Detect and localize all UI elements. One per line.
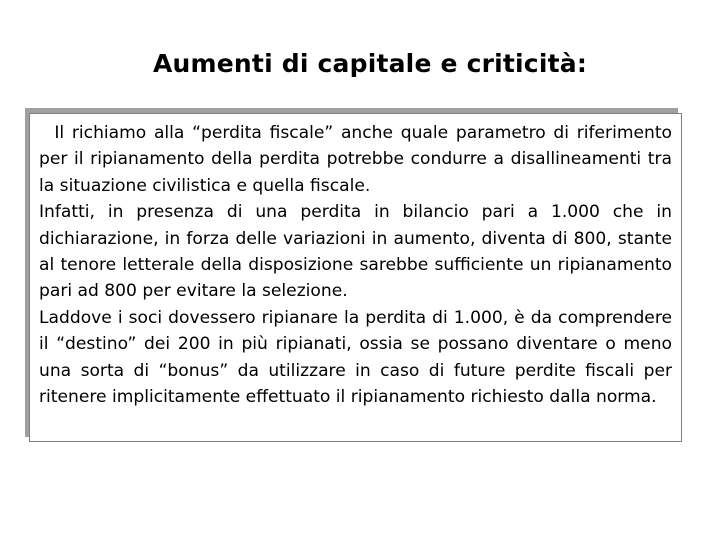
paragraph-1: Il richiamo alla “perdita fiscale” anche quale parametro di riferimento per il ripianamento della perdita potrebbe condurre a disallineamenti tra la situazione civilistica e quella fiscale.	[39, 123, 672, 196]
text-box	[29, 113, 682, 442]
slide-title: Aumenti di capitale e criticità:	[152, 49, 588, 78]
paragraph-2: Infatti, in presenza di una perdita in bilancio pari a 1.000 che in dichiarazione, in forza delle variazioni in aumento, diventa di 800, stante al tenore letterale della disposizione sarebbe sufficiente un ripianamento pari ad 800 per evitare la selezione.	[39, 202, 672, 302]
paragraph-3: Laddove i soci dovessero ripianare la perdita di 1.000, è da comprendere il “destino” dei 200 in più ripianati, ossia se possano diventare o meno una sorta di “bonus” da utilizzare in caso di future perdite fiscali per ritenere implicitamente effettuato il ripianamento richiesto dalla norma.	[39, 307, 672, 408]
